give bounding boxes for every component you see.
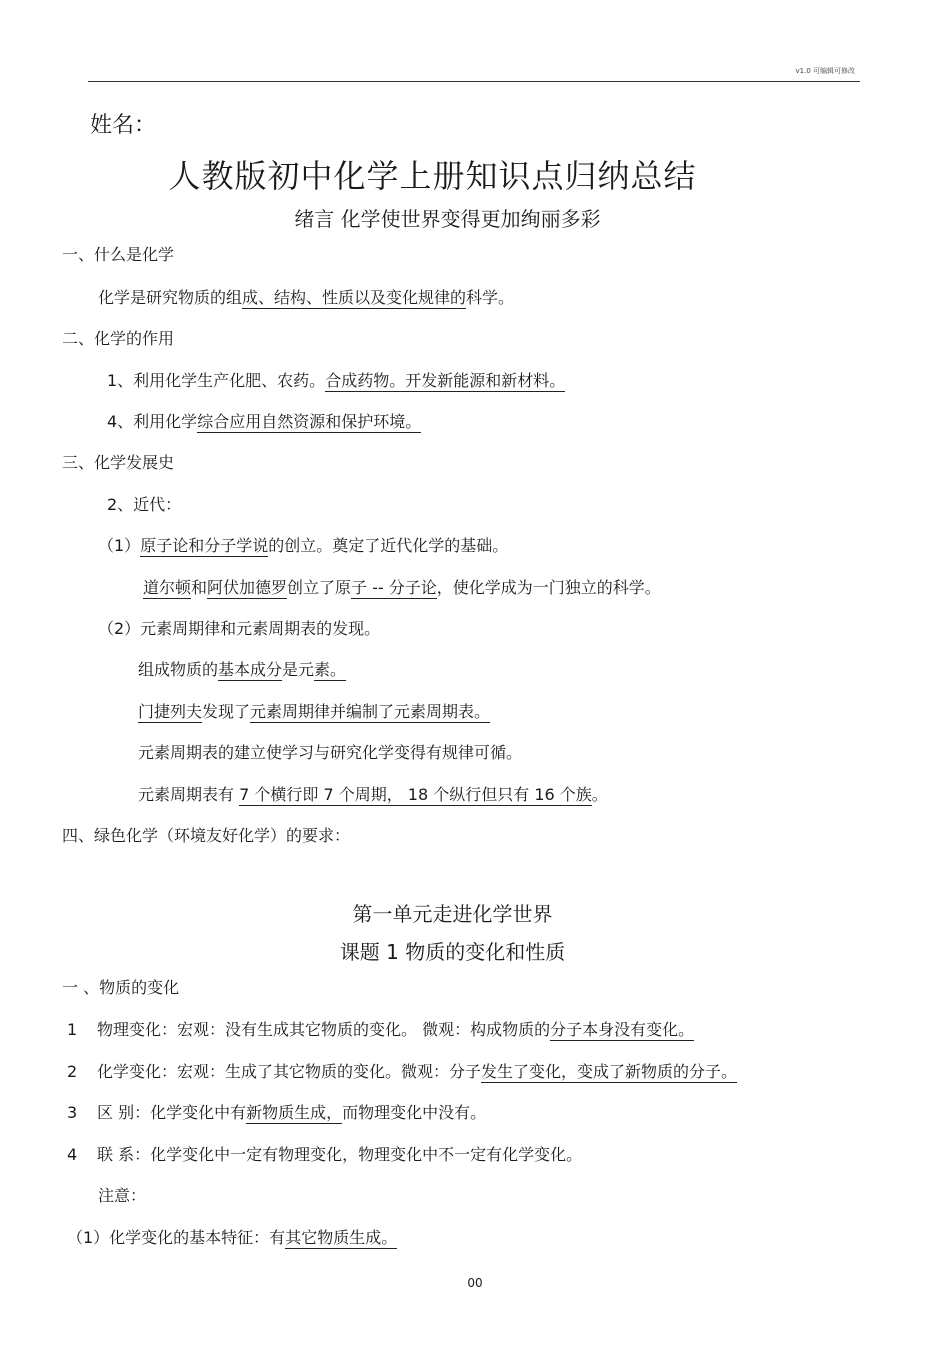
name-label: 姓名：	[90, 113, 157, 138]
underlined-text: 其它物质生成。	[285, 1228, 398, 1247]
text: 元素周期表有	[138, 785, 240, 804]
text: 。	[591, 785, 608, 804]
text: 1、利用化学生产化肥、农药。	[107, 371, 326, 390]
text: 科学。	[466, 288, 515, 307]
text: 区 别：化学变化中有	[97, 1103, 247, 1122]
section-green-chemistry: 四、绿色化学（环境友好化学）的要求：	[62, 826, 351, 845]
item-number: 3	[67, 1103, 78, 1122]
text: 4、利用化学	[107, 412, 198, 431]
note-label: 注意：	[98, 1186, 147, 1205]
underlined-text: 7 个横行即 7 个周期， 18 个纵行但只有 16 个族	[239, 785, 592, 804]
underlined-text: 发生了变化，变成了新物质的分子。	[481, 1062, 738, 1081]
history-point-2-c: 元素周期表的建立使学习与研究化学变得有规律可循。	[138, 743, 523, 762]
list-item	[67, 1059, 737, 1082]
underlined-text: 新物质生成，	[246, 1103, 343, 1122]
list-item	[67, 1100, 486, 1123]
page-number: 00	[467, 1276, 483, 1290]
underlined-text: 综合应用自然资源和保护环境。	[197, 412, 422, 431]
text: 和	[191, 578, 208, 597]
history-point-1-detail	[143, 575, 661, 598]
underlined-text: 成、结构、性质以及变化规律的	[242, 288, 467, 307]
history-point-2-a	[138, 657, 346, 680]
text: 是元	[282, 660, 315, 679]
list-item	[67, 1017, 694, 1040]
underlined-text: 基本成分	[218, 660, 283, 679]
underlined-text: 分子本身没有变化。	[550, 1020, 695, 1039]
underlined-text: 材料。	[517, 371, 566, 390]
page-title: 人教版初中化学上册知识点归纳总结	[168, 157, 697, 195]
header-version-note: v1.0 可编辑可修改	[795, 67, 855, 75]
definition-paragraph	[98, 285, 514, 308]
underlined-text: 素。	[314, 660, 347, 679]
history-item-modern: 2、近代：	[107, 495, 182, 514]
underlined-text: 合成药物。开发新能源和新	[325, 371, 518, 390]
role-item-4	[107, 409, 421, 432]
text: 的创立。奠定了近代化学的基础。	[268, 536, 509, 555]
underlined-text: 子 -- 分子论	[351, 578, 437, 597]
item-number: 4	[67, 1145, 78, 1164]
item-number: 2	[67, 1062, 78, 1081]
text: （1）	[98, 536, 141, 555]
underlined-text: 道尔顿	[143, 578, 192, 597]
unit-title: 第一单元走进化学世界	[352, 902, 553, 926]
text: 化学变化：宏观：生成了其它物质的变化。微观：分子	[97, 1062, 482, 1081]
history-point-2: （2）元素周期律和元素周期表的发现。	[98, 619, 381, 638]
page-subtitle: 绪言 化学使世界变得更加绚丽多彩	[294, 207, 601, 231]
section-what-is-chemistry: 一、什么是化学	[62, 245, 175, 264]
text: ，使化学成为一门独立的科学。	[436, 578, 661, 597]
text: （1）化学变化的基本特征：有	[67, 1228, 286, 1247]
text: 组成物质的	[138, 660, 219, 679]
text: 而物理变化中没有。	[342, 1103, 487, 1122]
list-item	[67, 1142, 582, 1165]
text: 物理变化：宏观：没有生成其它物质的变化。 微观：构成物质的	[97, 1020, 551, 1039]
header-rule	[88, 81, 860, 82]
text: 联 系：化学变化中一定有物理变化，物理变化中不一定有化学变化。	[97, 1145, 583, 1164]
underlined-text: 原子论和分子学说	[140, 536, 269, 555]
underlined-text: 元素周期律并编制了元素周期表。	[250, 702, 491, 721]
item-number: 1	[67, 1020, 78, 1039]
history-point-2-d	[138, 782, 608, 805]
section-history: 三、化学发展史	[62, 453, 175, 472]
history-point-2-b	[138, 699, 490, 722]
role-item-1	[107, 368, 565, 391]
history-point-1	[98, 533, 508, 556]
underlined-text: 门捷列夫	[138, 702, 203, 721]
text: 创立了原	[287, 578, 352, 597]
note-item-1	[67, 1225, 397, 1248]
section-role-of-chemistry: 二、化学的作用	[62, 329, 175, 348]
text: 发现了	[202, 702, 251, 721]
text: 化学是研究物质的组	[98, 288, 243, 307]
lesson-title: 课题 1 物质的变化和性质	[339, 940, 566, 964]
section-changes-of-matter: 一 、物质的变化	[62, 978, 180, 997]
underlined-text: 阿伏加德罗	[207, 578, 288, 597]
